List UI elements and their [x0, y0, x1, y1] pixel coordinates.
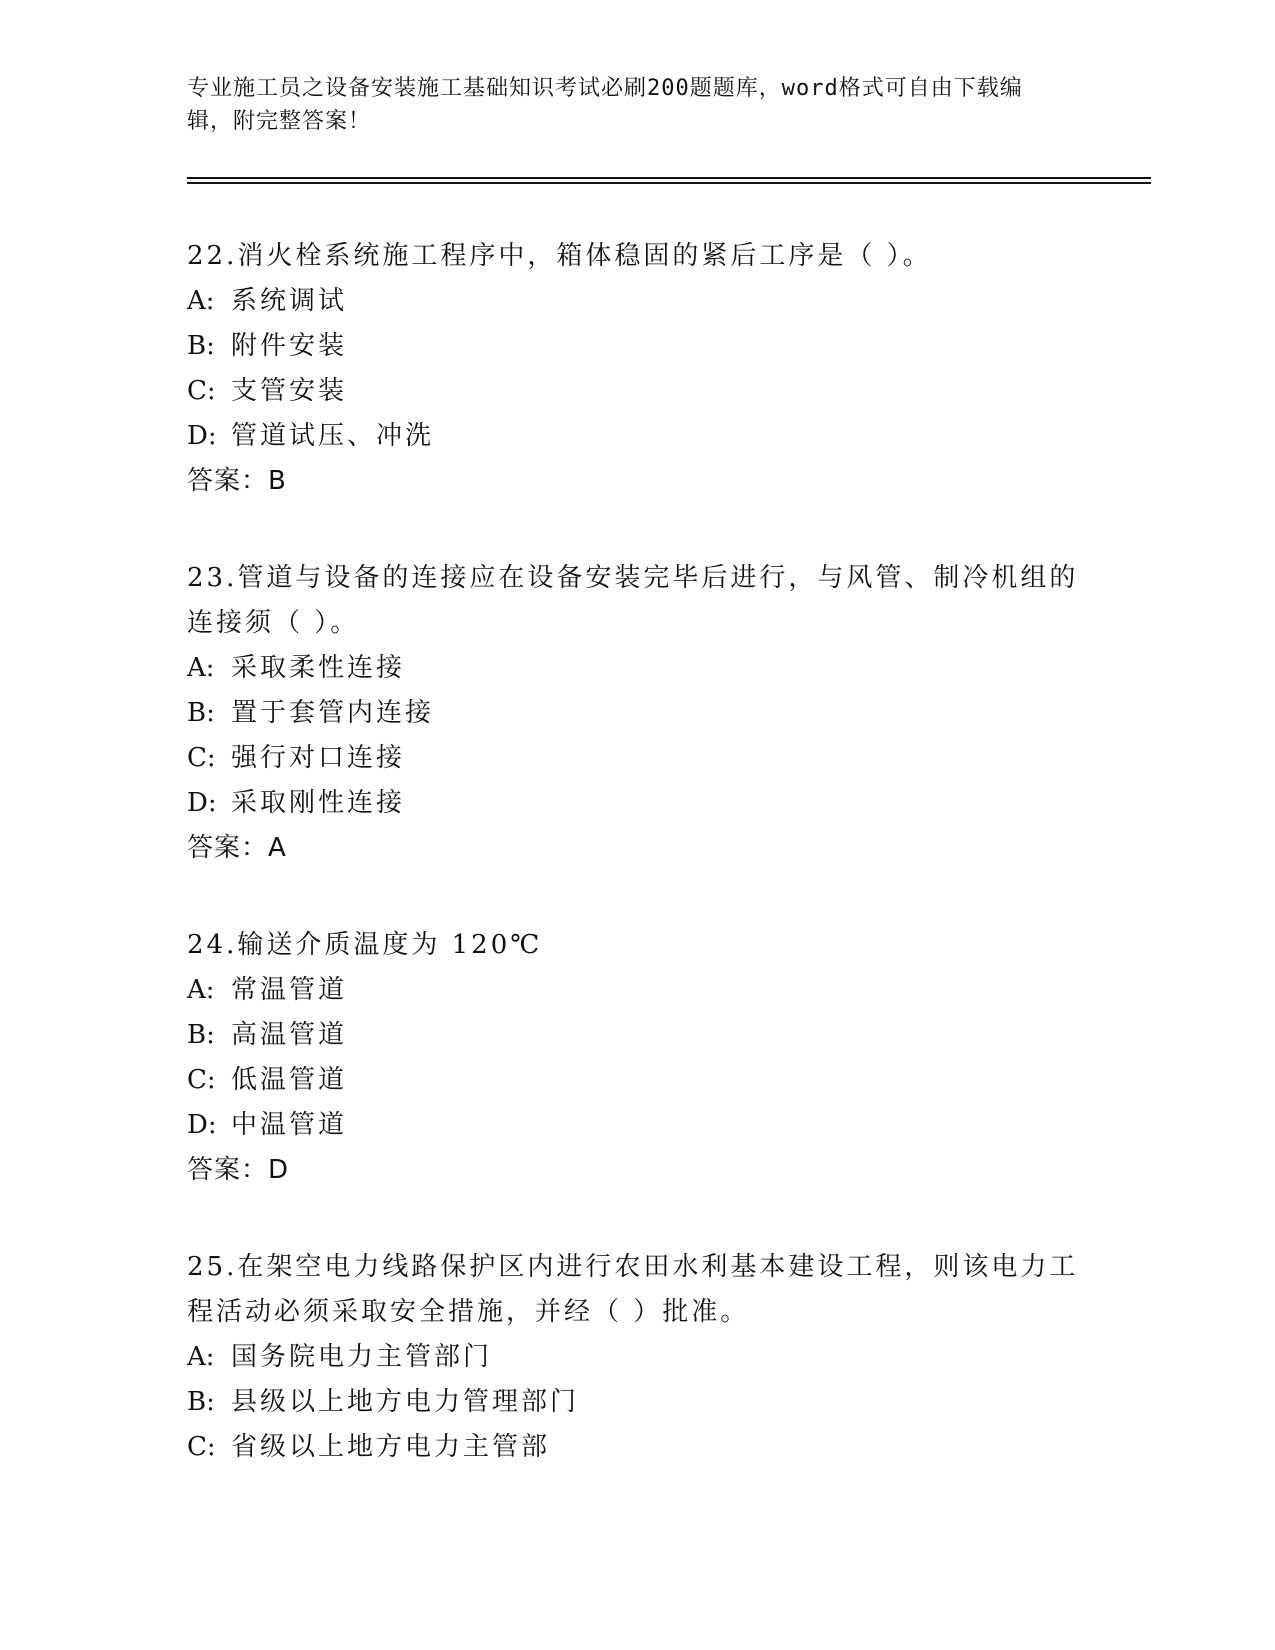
- question-stem: 24.输送介质温度为 120℃: [187, 930, 543, 960]
- question-23: [187, 556, 1087, 871]
- option-text: 附件安装: [231, 331, 348, 361]
- option-a: [187, 646, 1087, 691]
- option-text: 低温管道: [231, 1065, 348, 1095]
- option-text: 中温管道: [231, 1110, 348, 1140]
- answer-line: 答案：A: [187, 833, 287, 863]
- option-letter: A:: [187, 975, 215, 1005]
- option-b: [187, 1380, 1087, 1425]
- option-letter: D:: [187, 788, 217, 818]
- option-letter: B:: [187, 698, 215, 728]
- option-a: [187, 968, 1087, 1013]
- option-text: 支管安装: [231, 376, 348, 406]
- option-b: [187, 691, 1087, 736]
- option-letter: A:: [187, 1342, 215, 1372]
- option-c: [187, 736, 1087, 781]
- question-stem: 23.管道与设备的连接应在设备安装完毕后进行，与风管、制冷机组的连接须（ ）。: [187, 563, 1079, 638]
- option-text: 管道试压、冲洗: [231, 421, 435, 451]
- question-list: [187, 234, 1087, 1522]
- option-letter: A:: [187, 653, 215, 683]
- option-letter: B:: [187, 331, 215, 361]
- option-letter: B:: [187, 1020, 215, 1050]
- question-24: [187, 923, 1087, 1193]
- question-25: [187, 1245, 1087, 1470]
- option-a: [187, 1335, 1087, 1380]
- option-text: 系统调试: [231, 286, 348, 316]
- question-22: [187, 234, 1087, 504]
- option-b: [187, 324, 1087, 369]
- document-header: 专业施工员之设备安装施工基础知识考试必刷200题题库，word格式可自由下载编辑，附完整答案！: [187, 76, 1023, 134]
- option-text: 县级以上地方电力管理部门: [231, 1387, 580, 1417]
- option-letter: C:: [187, 376, 216, 406]
- option-text: 国务院电力主管部门: [231, 1342, 493, 1372]
- option-d: [187, 414, 1087, 459]
- option-text: 采取刚性连接: [231, 788, 406, 818]
- option-letter: A:: [187, 286, 215, 316]
- answer-line: 答案：B: [187, 466, 287, 496]
- question-stem: 22.消火栓系统施工程序中，箱体稳固的紧后工序是（ ）。: [187, 241, 932, 271]
- option-text: 省级以上地方电力主管部: [231, 1432, 551, 1462]
- option-letter: D:: [187, 1110, 217, 1140]
- option-text: 高温管道: [231, 1020, 348, 1050]
- option-c: [187, 1058, 1087, 1103]
- option-a: [187, 279, 1087, 324]
- header-rule-top: [187, 177, 1151, 179]
- option-letter: C:: [187, 1065, 216, 1095]
- option-letter: B:: [187, 1387, 215, 1417]
- option-d: [187, 1103, 1087, 1148]
- option-c: [187, 369, 1087, 414]
- option-c: [187, 1425, 1087, 1470]
- option-letter: C:: [187, 743, 216, 773]
- option-text: 采取柔性连接: [231, 653, 406, 683]
- option-text: 强行对口连接: [231, 743, 406, 773]
- option-letter: C:: [187, 1432, 216, 1462]
- option-text: 置于套管内连接: [231, 698, 435, 728]
- answer-line: 答案：D: [187, 1155, 290, 1185]
- option-d: [187, 781, 1087, 826]
- header-rule-bottom: [187, 182, 1151, 184]
- option-b: [187, 1013, 1087, 1058]
- question-stem: 25.在架空电力线路保护区内进行农田水利基本建设工程，则该电力工程活动必须采取安全措施，并经（ ）批准。: [187, 1252, 1079, 1327]
- option-text: 常温管道: [231, 975, 348, 1005]
- option-letter: D:: [187, 421, 217, 451]
